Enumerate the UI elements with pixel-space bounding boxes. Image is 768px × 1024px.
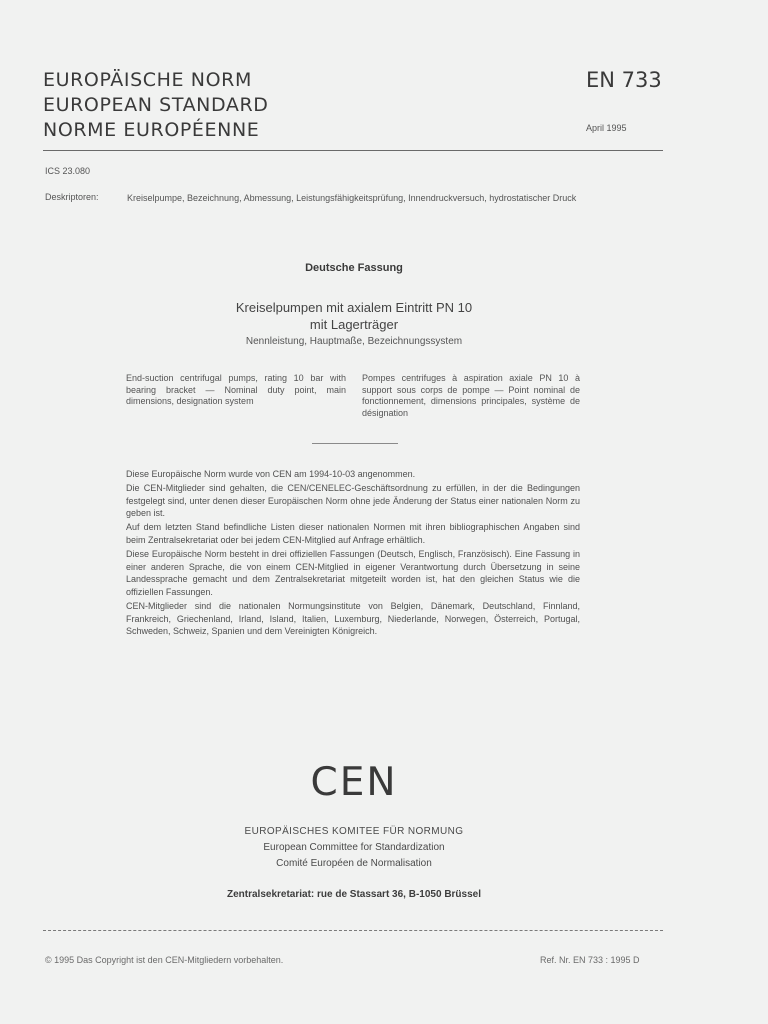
section-divider	[312, 443, 398, 444]
title-line-1: Kreiselpumpen mit axialem Eintritt PN 10	[235, 300, 473, 315]
secretariat-address: Zentralsekretariat: rue de Stassart 36, B-1050 Brüssel	[226, 889, 481, 900]
copyright-notice: © 1995 Das Copyright ist den CEN-Mitgliedern vorbehalten.	[45, 955, 284, 965]
header-divider	[43, 150, 663, 151]
ics-code: ICS 23.080	[45, 166, 91, 176]
footer-divider	[43, 930, 663, 931]
descriptors-label: Deskriptoren:	[45, 192, 99, 202]
organization-name-en: European Committee for Standardization	[263, 842, 445, 853]
reference-number: Ref. Nr. EN 733 : 1995 D	[540, 955, 640, 965]
body-text	[126, 468, 580, 639]
french-title: Pompes centrifuges à aspiration axiale PN 10 à support sous corps de pompe — Point nominal de fonctionnement, dimensions principales, système de désignation	[362, 373, 580, 418]
english-title: End-suction centrifugal pumps, rating 10 bar with bearing bracket — Nominal duty point, main dimensions, designation system	[126, 373, 346, 406]
body-paragraph: Die CEN-Mitglieder sind gehalten, die CEN/CENELEC-Geschäftsordnung zu erfüllen, in der die Bedingungen festgelegt sind, unter denen dieser Europäischen Norm ohne jede Änderung der Status einer nationalen Norm zu geben ist.	[126, 483, 580, 519]
document-title	[0, 299, 708, 333]
body-paragraph: Diese Europäische Norm besteht in drei offiziellen Fassungen (Deutsch, Englisch, Französisch). Eine Fassung in einer anderen Sprache, die von einem CEN-Mitglied in eigener Verantwortung durch Übersetzung in seine Landessprache gemacht und dem Zentralsekretariat mitgeteilt worden ist, hat den gleichen Status wie die offiziellen Fassungen.	[126, 549, 580, 597]
organization-names	[0, 824, 708, 872]
organization-name-de: EUROPÄISCHES KOMITEE FÜR NORMUNG	[244, 826, 464, 837]
organization-name-fr: Comité Européen de Normalisation	[276, 858, 432, 869]
standard-name-en: EUROPEAN STANDARD	[43, 94, 269, 116]
standard-type-names	[43, 68, 269, 143]
title-line-2: mit Lagerträger	[309, 317, 399, 332]
cen-logo: CEN	[310, 760, 398, 805]
body-paragraph: Diese Europäische Norm wurde von CEN am 1994-10-03 angenommen.	[126, 469, 416, 479]
standard-name-fr: NORME EUROPÉENNE	[43, 119, 260, 141]
standard-number: EN 733	[586, 68, 662, 92]
body-paragraph: CEN-Mitglieder sind die nationalen Normungsinstitute von Belgien, Dänemark, Deutschland, Finnland, Frankreich, Griechenland, Irland, Island, Italien, Luxemburg, Niederlande, Norwegen, Österreich, Portugal, Schweden, Schweiz, Spanien und dem Vereinigten Königreich.	[126, 600, 580, 637]
standard-name-de: EUROPÄISCHE NORM	[43, 69, 252, 91]
edition-label: Deutsche Fassung	[305, 262, 403, 274]
descriptors-text: Kreiselpumpe, Bezeichnung, Abmessung, Leistungsfähigkeitsprüfung, Innendruckversuch, hydrostatischer Druck	[127, 193, 577, 203]
document-subtitle: Nennleistung, Hauptmaße, Bezeichnungssystem	[245, 336, 463, 347]
body-paragraph: Auf dem letzten Stand befindliche Listen dieser nationalen Normen mit ihren bibliographischen Angaben sind beim Zentralsekretariat oder bei jedem CEN-Mitglied auf Anfrage erhältlich.	[126, 522, 580, 545]
publication-date: April 1995	[586, 123, 627, 133]
